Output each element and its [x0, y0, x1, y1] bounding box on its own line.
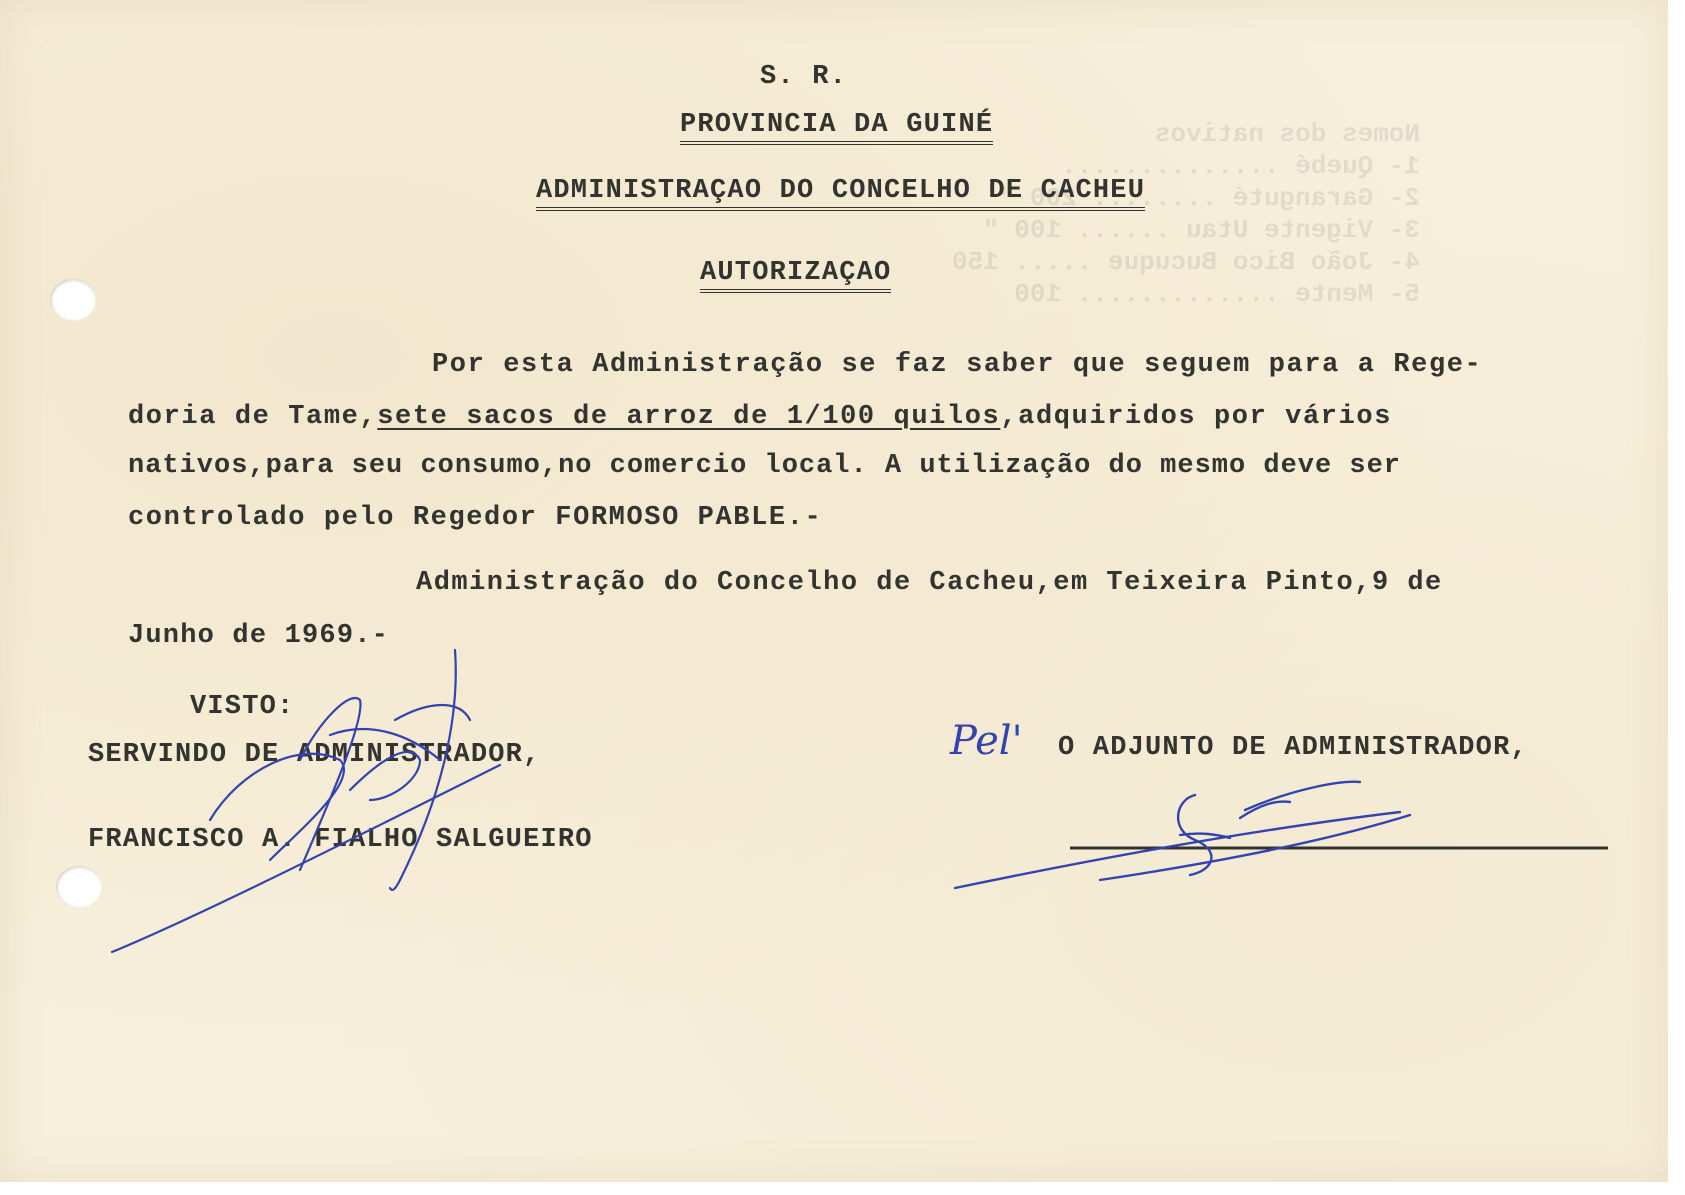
rice-quantity-underlined: sete sacos de arroz de 1/100 quilos [377, 402, 1001, 432]
dateline-line-1: Administração do Concelho de Cacheu,em Teixeira Pinto,9 de [416, 568, 1443, 598]
handwritten-pel: Pel' [950, 718, 1023, 764]
body-line-3: nativos,para seu consumo,no comercio local. A utilização do mesmo deve ser [128, 451, 1401, 481]
sr-header: S. R. [760, 62, 848, 92]
punch-hole-bottom [56, 866, 102, 908]
administration-title: ADMINISTRAÇAO DO CONCELHO DE CACHEU [536, 178, 1145, 211]
dateline-line-2: Junho de 1969.- [128, 621, 390, 651]
province-title: PROVINCIA DA GUINÉ [680, 112, 993, 145]
body-line-2 [128, 404, 1392, 431]
body-line-1: Por esta Administração se faz saber que seguem para a Rege- [432, 350, 1483, 380]
document-type-title: AUTORIZAÇAO [700, 260, 891, 293]
left-signatory-name: FRANCISCO A. FIALHO SALGUEIRO [88, 825, 593, 855]
left-signature-scrawl [112, 650, 500, 952]
body-line-2-end: ,adquiridos por vários [1000, 402, 1393, 432]
visto-label: VISTO: [190, 692, 295, 722]
right-signatory-role: O ADJUNTO DE ADMINISTRADOR, [1058, 733, 1528, 763]
show-through-text: Nomes dos nativos 1- Quebé .............. 2- Garanguté ........ 200 " 3- Vigente Utau ...... 100 " 4- João Bico Bucuque ..... 150 5- Mente ............. 100 [951, 119, 1420, 309]
right-signature-scrawl [955, 782, 1410, 888]
left-signatory-role: SERVINDO DE ADMINISTRADOR, [88, 740, 541, 770]
punch-hole-top [50, 279, 96, 321]
body-line-2-start: doria de Tame, [128, 402, 378, 432]
body-line-4: controlado pelo Regedor FORMOSO PABLE.- [128, 503, 823, 533]
